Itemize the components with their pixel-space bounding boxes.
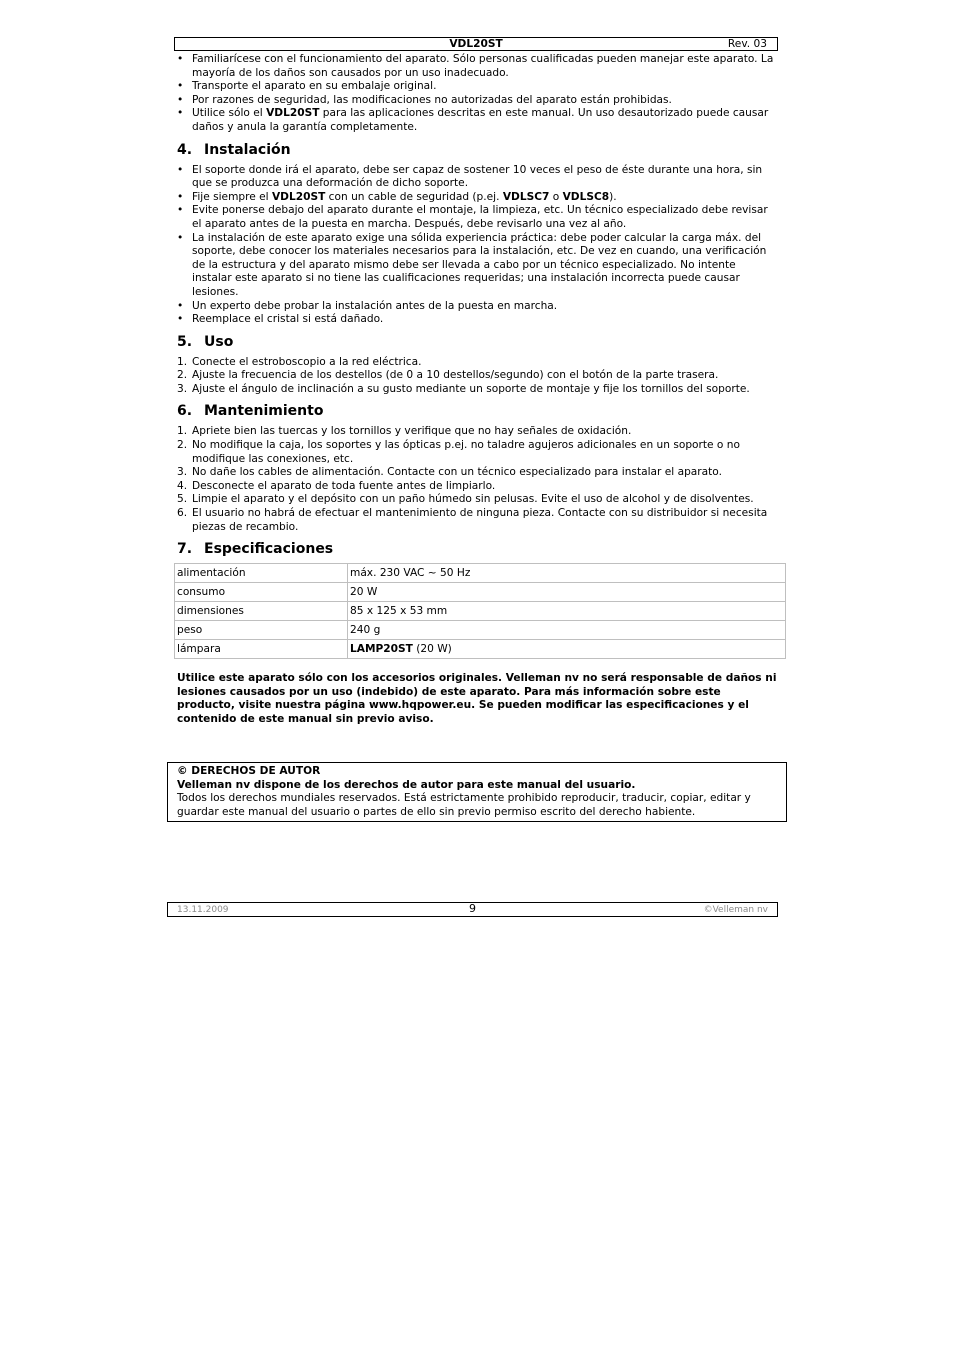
- installation-list: [177, 164, 777, 327]
- section-heading-installation: 4. Instalación: [177, 141, 291, 158]
- copyright-body: Todos los derechos mundiales reservados. Está estrictamente prohibido reproducir, traducir, copiar, editar y guardar este manual del usuario o partes de ello sin previo permiso escrito del derecho habiente.: [177, 792, 751, 818]
- spec-key: dimensiones: [175, 602, 348, 621]
- spec-key: alimentación: [175, 564, 348, 583]
- section-heading-usage: 5. Uso: [177, 333, 234, 350]
- list-item: • Reemplace el cristal si está dañado.: [177, 313, 777, 327]
- list-item: 1. Conecte el estroboscopio a la red eléctrica.: [177, 355, 422, 368]
- list-item: 1. Apriete bien las tuercas y los tornillos y verifique que no hay señales de oxidación.: [177, 425, 632, 438]
- list-item: • Evite ponerse debajo del aparato durante el montaje, la limpieza, etc. Un técnico especializado debe revisar el aparato antes de la puesta en marcha. Después, debe revisarlo una vez al año.: [177, 204, 777, 231]
- page-number: 9: [469, 902, 476, 915]
- list-item: 2. No modifique la caja, los soportes y las ópticas p.ej. no taladre agujeros adicionales en un soporte o no modifique las conexiones, etc.: [177, 439, 740, 465]
- footer-date: 13.11.2009: [177, 905, 229, 915]
- list-item: 5. Limpie el aparato y el depósito con un paño húmedo sin pelusas. Evite el uso de alcohol y de disolventes.: [177, 493, 754, 506]
- list-item: • Familiarícese con el funcionamiento del aparato. Sólo personas cualificadas pueden manejar este aparato. La mayoría de los daños son causados por un uso inadecuado.: [177, 53, 777, 80]
- page-header: [174, 37, 778, 51]
- list-item: • Por razones de seguridad, las modificaciones no autorizadas del aparato están prohibidas.: [177, 94, 777, 108]
- list-item: 2. Ajuste la frecuencia de los destellos (de 0 a 10 destellos/segundo) con el botón de la parte trasera.: [177, 369, 719, 382]
- list-item: 3. No dañe los cables de alimentación. Contacte con un técnico especializado para instalar el aparato.: [177, 466, 722, 479]
- section-heading-specs: 7. Especificaciones: [177, 541, 334, 558]
- spec-key: peso: [175, 621, 348, 640]
- spec-value: 20 W: [348, 583, 786, 602]
- table-row: [175, 583, 786, 602]
- footer-brand: ©Velleman nv: [703, 905, 768, 915]
- section-heading-maintenance: 6. Mantenimiento: [177, 403, 324, 420]
- list-item: • Fije siempre el VDL20ST con un cable de seguridad (p.ej. VDLSC7 o VDLSC8).: [177, 191, 777, 205]
- copyright-box: [167, 762, 787, 822]
- list-item: • El soporte donde irá el aparato, debe ser capaz de sostener 10 veces el peso de éste durante una hora, sin que se produzca una deformación de dicho soporte.: [177, 164, 777, 191]
- list-item: 3. Ajuste el ángulo de inclinación a su gusto mediante un soporte de montaje y fije los tornillos del soporte.: [177, 382, 750, 395]
- table-row: [175, 602, 786, 621]
- spec-key: consumo: [175, 583, 348, 602]
- header-model: VDL20ST: [449, 38, 503, 50]
- header-revision: Rev. 03: [727, 38, 767, 50]
- list-item: 4. Desconecte el aparato de toda fuente antes de limpiarlo.: [177, 479, 496, 492]
- copyright-title: © DERECHOS DE AUTOR: [177, 765, 321, 777]
- page-content: [177, 53, 777, 727]
- spec-value: 240 g: [348, 621, 786, 640]
- spec-value: máx. 230 VAC ~ 50 Hz: [348, 564, 786, 583]
- spec-value: LAMP20ST (20 W): [348, 640, 786, 659]
- intro-list: [177, 53, 777, 135]
- page-footer: [167, 902, 778, 917]
- table-row: [175, 621, 786, 640]
- specs-table: [174, 563, 786, 659]
- maintenance-steps: [177, 425, 777, 534]
- table-row: [175, 640, 786, 659]
- list-item: • La instalación de este aparato exige una sólida experiencia práctica: debe poder calcular la carga máx. del soporte, debe conocer los materiales necesarios para la instalación, etc. De vez en cuando, una verificación de la estructura y del aparato mismo debe ser llevada a cabo por un técnico especializado. No intente instalar este aparato si no tiene las cualificaciones requeridas; una instalación incorrecta puede causar lesiones.: [177, 232, 777, 300]
- list-item: • Un experto debe probar la instalación antes de la puesta en marcha.: [177, 300, 777, 314]
- list-item: 6. El usuario no habrá de efectuar el mantenimiento de ninguna pieza. Contacte con su distribuidor si necesita piezas de recambio.: [177, 507, 768, 533]
- list-item: • Transporte el aparato en su embalaje original.: [177, 80, 777, 94]
- usage-steps: [177, 356, 777, 397]
- list-item: • Utilice sólo el VDL20ST para las aplicaciones descritas en este manual. Un uso desautorizado puede causar daños y anula la garantía completamente.: [177, 107, 777, 134]
- copyright-owner: Velleman nv dispone de los derechos de autor para este manual del usuario.: [177, 778, 636, 791]
- spec-value: 85 x 125 x 53 mm: [348, 602, 786, 621]
- spec-key: lámpara: [175, 640, 348, 659]
- usage-notice: Utilice este aparato sólo con los accesorios originales. Velleman nv no será responsable de daños ni lesiones causados por un uso (indebido) de este aparato. Para más información sobre este producto, visite nuestra página www.hqpower.eu. Se pueden modificar las especificaciones y el contenido de este manual sin previo aviso.: [177, 672, 777, 725]
- table-row: [175, 564, 786, 583]
